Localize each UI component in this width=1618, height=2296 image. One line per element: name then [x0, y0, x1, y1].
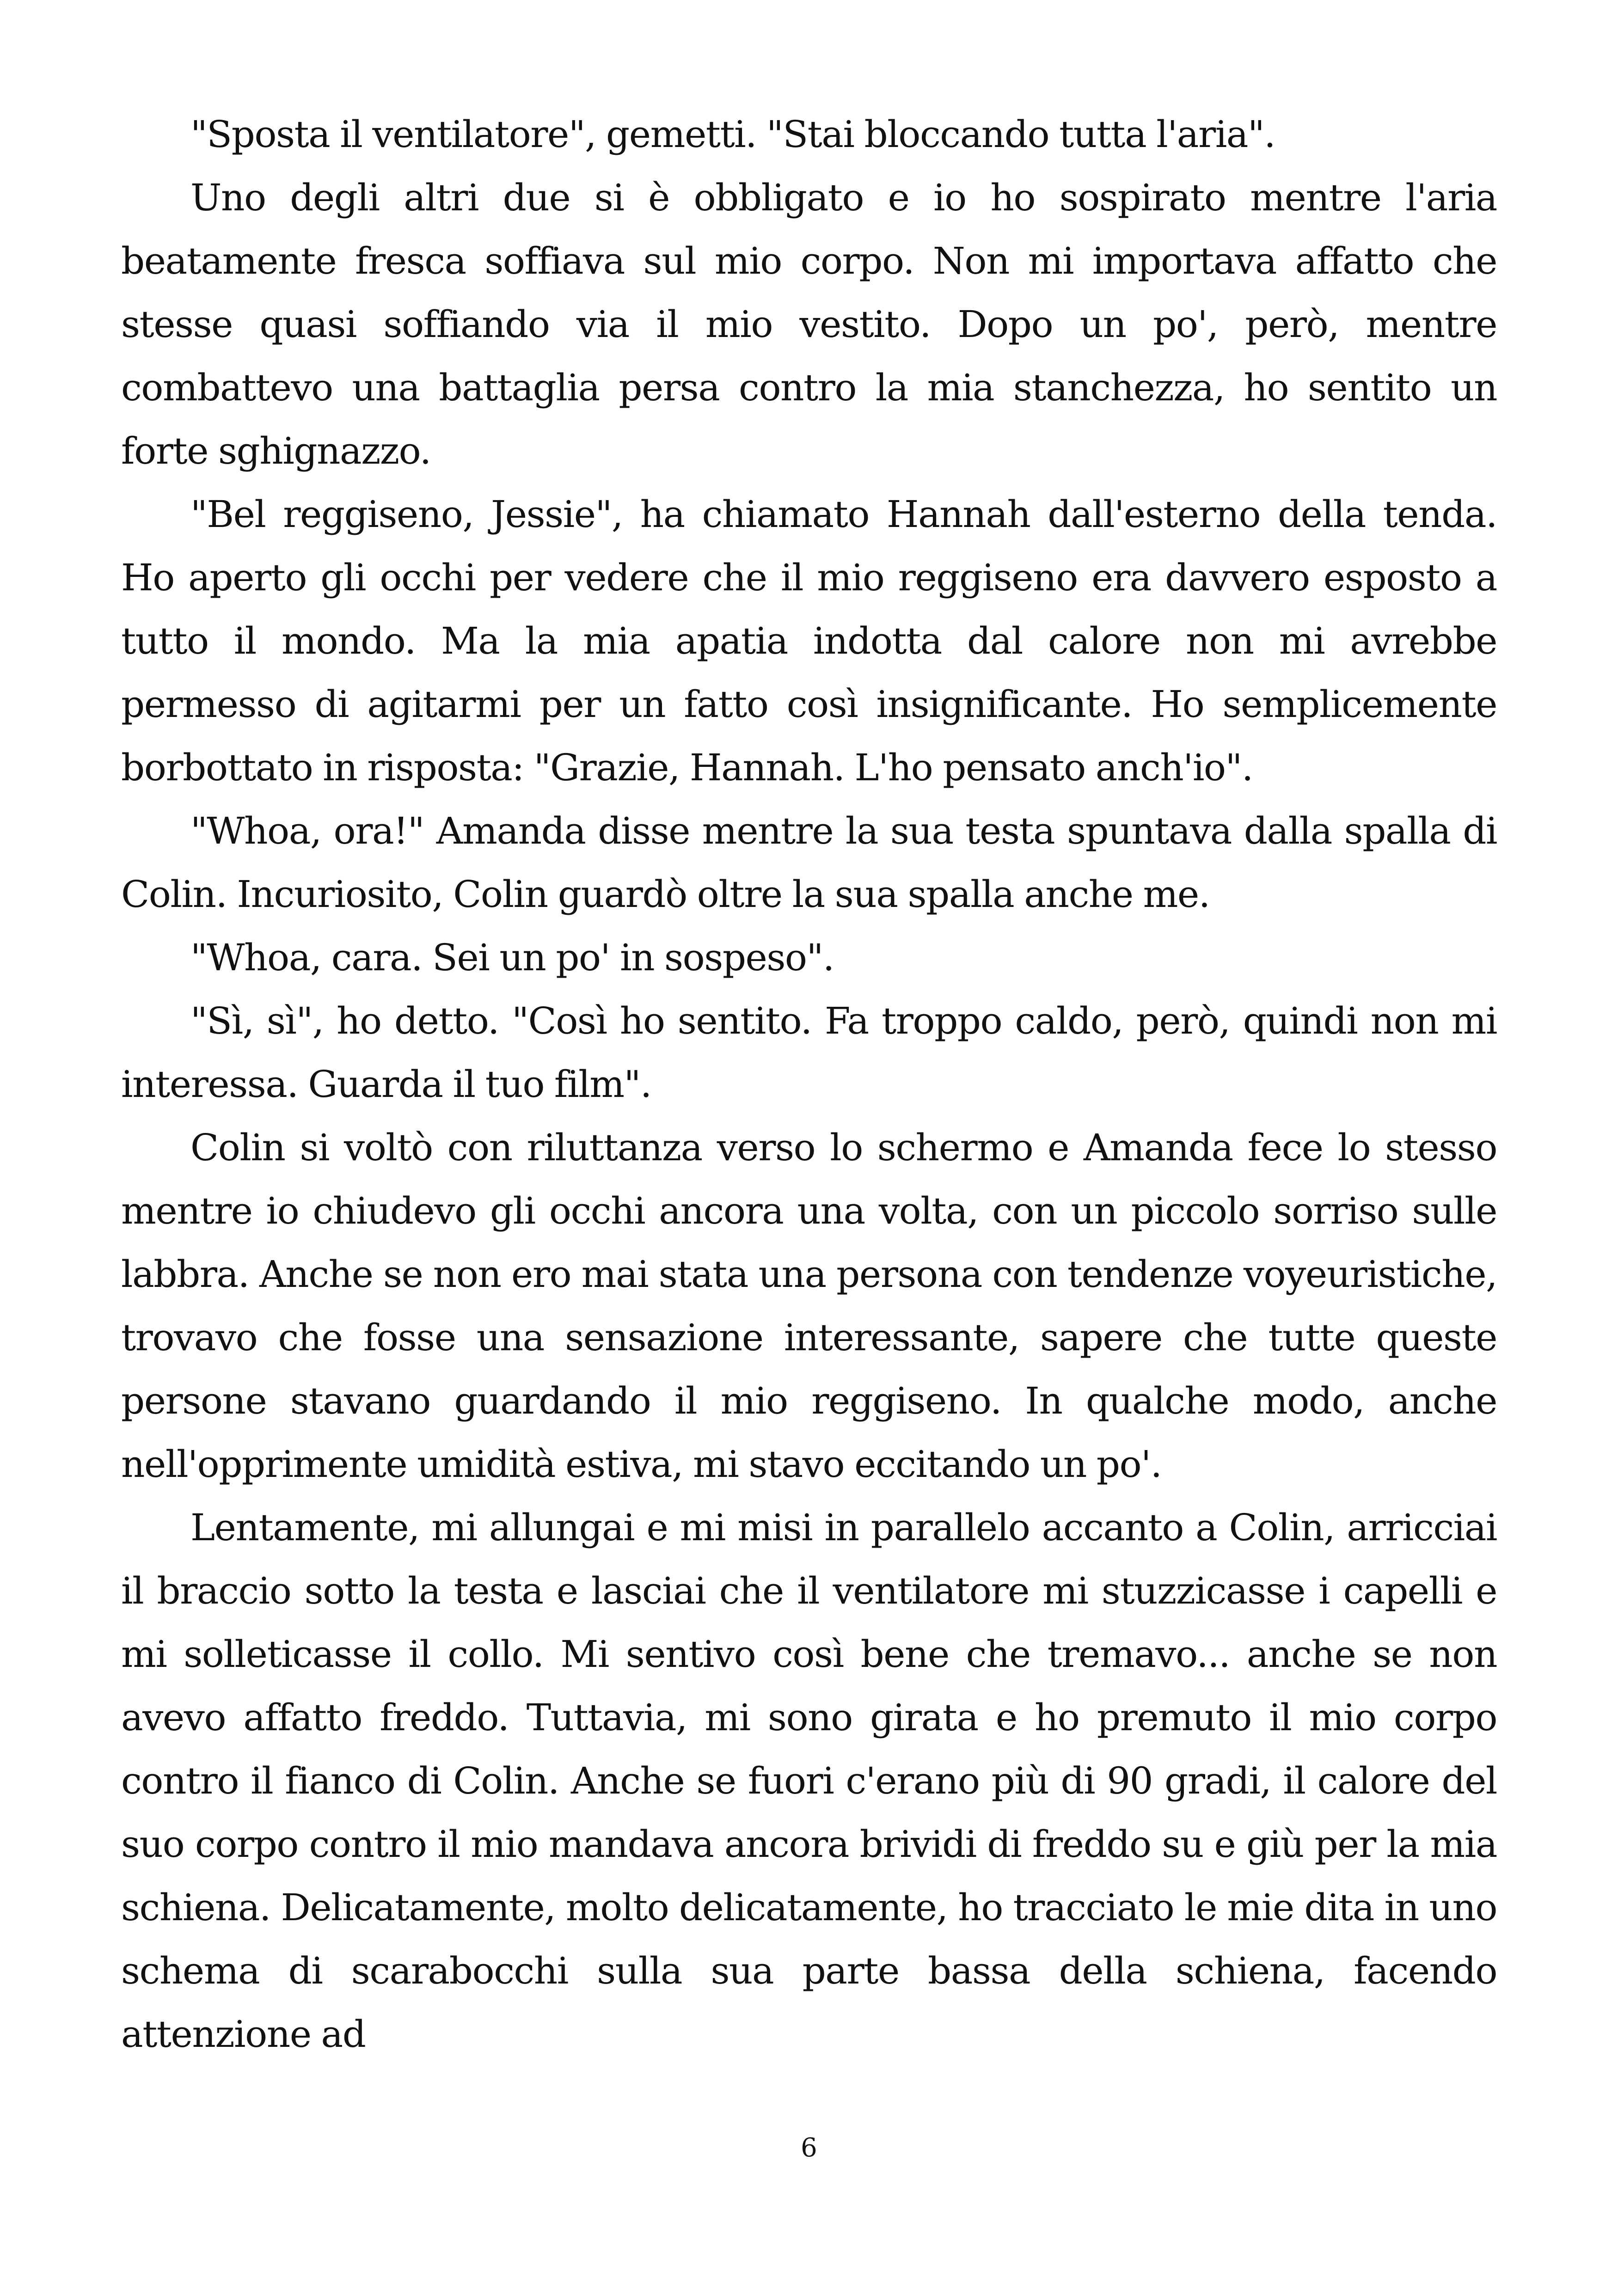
paragraph-3: "Bel reggiseno, Jessie", ha chiamato Hannah dall'esterno della tenda. Ho aperto gli occhi per vedere che il mio reggiseno era davvero esposto a tutto il mondo. Ma la mia apatia indotta dal calore non mi avrebbe permesso di agitarmi per un fatto così insignificante. Ho semplicemente borbottato in risposta: "Grazie, Hannah. L'ho pensato anch'io". — [121, 493, 1497, 789]
body-text — [121, 103, 1497, 2066]
paragraph-4: "Whoa, ora!" Amanda disse mentre la sua testa spuntava dalla spalla di Colin. Incuriosito, Colin guardò oltre la sua spalla anche me. — [121, 809, 1497, 916]
page-number: 6 — [801, 2133, 817, 2163]
paragraph-2: Uno degli altri due si è obbligato e io ho sospirato mentre l'aria beatamente fresca soffiava sul mio corpo. Non mi importava affatto che stesse quasi soffiando via il mio vestito. Dopo un po', però, mentre combattevo una battaglia persa contro la mia stanchezza, ho sentito un forte sghignazzo. — [121, 176, 1497, 472]
paragraph-7: Colin si voltò con riluttanza verso lo schermo e Amanda fece lo stesso mentre io chiudevo gli occhi ancora una volta, con un piccolo sorriso sulle labbra. Anche se non ero mai stata una persona con tendenze voyeuristiche, trovavo che fosse una sensazione interessante, sapere che tutte queste persone stavano guardando il mio reggiseno. In qualche modo, anche nell'opprimente umidità estiva, mi stavo eccitando un po'. — [121, 1126, 1497, 1486]
paragraph-6: "Sì, sì", ho detto. "Così ho sentito. Fa troppo caldo, però, quindi non mi interessa. Guarda il tuo film". — [121, 999, 1497, 1106]
paragraph-1: "Sposta il ventilatore", gemetti. "Stai bloccando tutta l'aria". — [190, 113, 1275, 156]
paragraph-8: Lentamente, mi allungai e mi misi in parallelo accanto a Colin, arricciai il braccio sotto la testa e lasciai che il ventilatore mi stuzzicasse i capelli e mi solleticasse il collo. Mi sentivo così bene che tremavo... anche se non avevo affatto freddo. Tuttavia, mi sono girata e ho premuto il mio corpo contro il fianco di Colin. Anche se fuori c'erano più di 90 gradi, il calore del suo corpo contro il mio mandava ancora brividi di freddo su e giù per la mia schiena. Delicatamente, molto delicatamente, ho tracciato le mie dita in uno schema di scarabocchi sulla sua parte bassa della schiena, facendo attenzione ad — [121, 1506, 1497, 2056]
paragraph-5: "Whoa, cara. Sei un po' in sospeso". — [190, 936, 834, 979]
